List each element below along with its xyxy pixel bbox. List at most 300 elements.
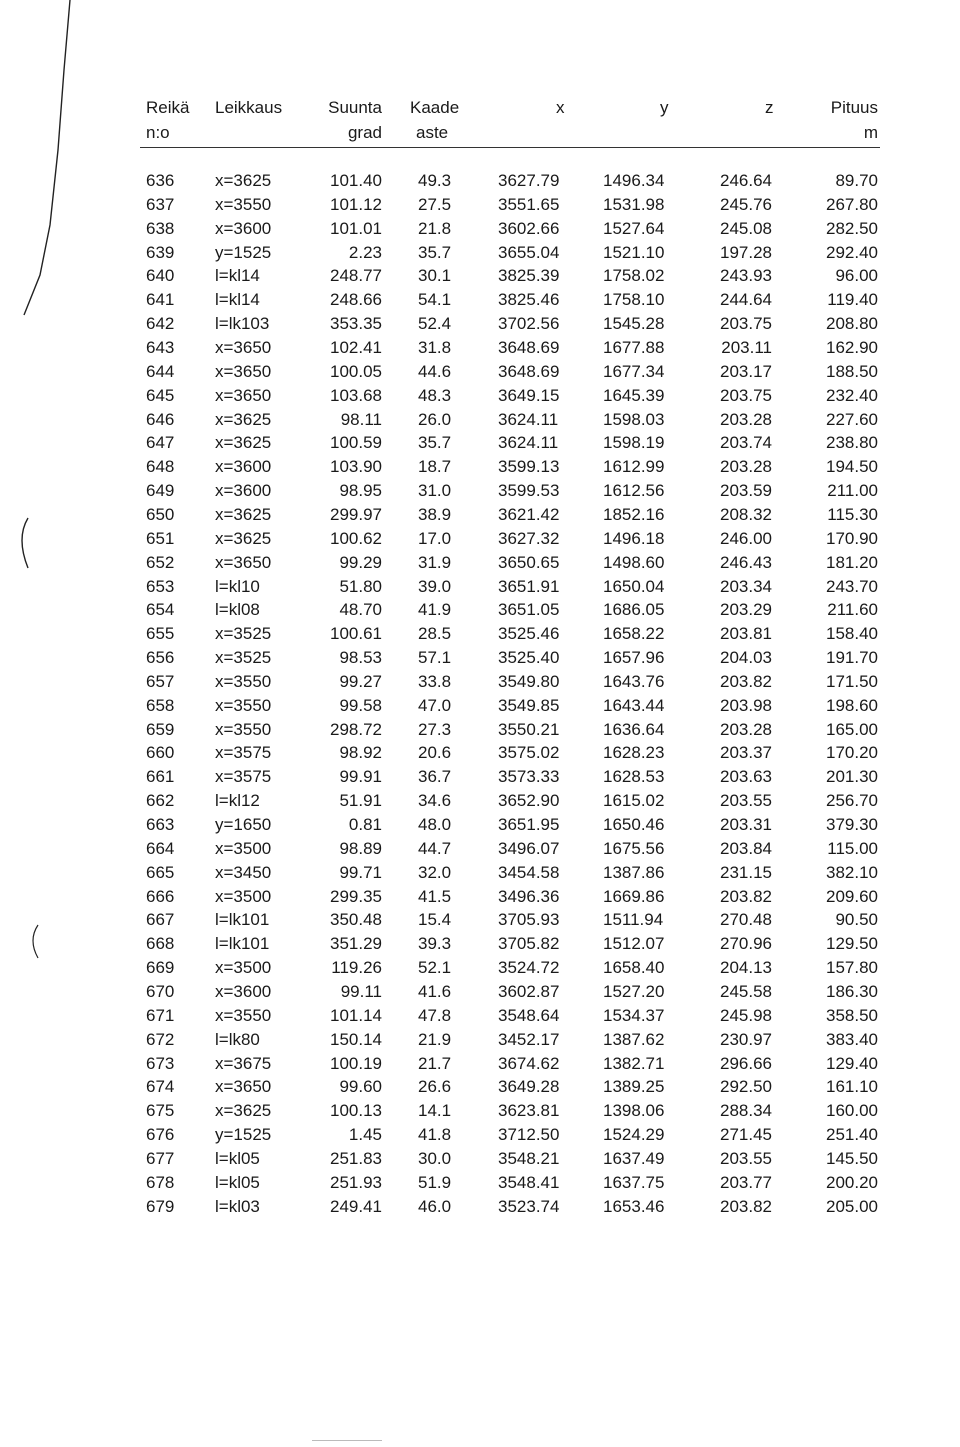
cell-pituus: 188.50: [826, 361, 878, 381]
cell-suunta: 0.81: [348, 815, 382, 834]
cell-x: 3705.93: [498, 910, 560, 930]
table-header-row-1: [0, 96, 960, 120]
cell-reika: 640: [146, 266, 175, 286]
cell-y: 1512.07: [603, 934, 665, 954]
cell-reika: 666: [146, 886, 175, 906]
cell-leikkaus: x=3550: [215, 719, 272, 739]
cell-x: 3702.56: [498, 314, 560, 334]
cell-pituus: 162.90: [826, 338, 878, 357]
cell-x: 3649.15: [498, 385, 560, 405]
cell-x: 3452.17: [498, 1029, 560, 1049]
cell-z: 203.98: [720, 695, 772, 715]
cell-z: 197.28: [720, 242, 772, 262]
cell-z: 245.98: [720, 1005, 772, 1025]
cell-pituus: 186.30: [826, 981, 878, 1001]
cell-leikkaus: l=kl14: [215, 266, 260, 286]
cell-x: 3825.46: [498, 290, 560, 310]
header-suunta: Suunta: [328, 98, 382, 117]
cell-z: 203.77: [720, 1172, 772, 1192]
cell-x: 3705.82: [498, 934, 560, 954]
cell-reika: 676: [146, 1125, 175, 1144]
table-row: [0, 861, 960, 885]
header-unit-aste: aste: [416, 123, 449, 142]
cell-suunta: 103.68: [330, 385, 382, 405]
header-divider: [140, 147, 880, 148]
cell-suunta: 351.29: [330, 934, 382, 954]
cell-y: 1645.39: [603, 385, 665, 405]
table-row: [0, 288, 960, 312]
cell-suunta: 51.91: [339, 791, 382, 811]
cell-suunta: 251.83: [330, 1148, 382, 1168]
cell-z: 203.82: [720, 886, 772, 906]
table-row: [0, 503, 960, 527]
cell-kaade: 28.5: [418, 624, 452, 644]
table-row: [0, 837, 960, 861]
cell-pituus: 115.30: [827, 504, 878, 524]
table-row: [0, 1123, 960, 1147]
cell-y: 1612.56: [603, 481, 665, 501]
cell-z: 288.34: [720, 1101, 772, 1121]
table-row: [0, 789, 960, 813]
cell-x: 3548.64: [498, 1005, 560, 1025]
cell-pituus: 211.00: [827, 481, 878, 501]
cell-y: 1758.02: [603, 266, 665, 286]
table-header-row-2: [0, 121, 960, 145]
cell-z: 203.37: [720, 743, 772, 763]
cell-z: 244.64: [720, 290, 772, 310]
cell-kaade: 21.7: [418, 1053, 452, 1073]
cell-pituus: 161.10: [826, 1077, 878, 1097]
cell-leikkaus: y=1525: [215, 1125, 272, 1144]
cell-x: 3575.02: [498, 743, 560, 763]
cell-x: 3496.36: [498, 886, 560, 906]
cell-kaade: 49.3: [418, 171, 452, 190]
cell-y: 1398.06: [603, 1101, 665, 1121]
cell-leikkaus: x=3500: [215, 958, 272, 978]
cell-leikkaus: x=3575: [215, 767, 272, 787]
cell-kaade: 41.5: [418, 886, 452, 906]
cell-leikkaus: x=3625: [215, 1101, 272, 1121]
cell-y: 1598.19: [603, 433, 665, 453]
cell-x: 3825.39: [498, 266, 560, 286]
cell-leikkaus: x=3550: [215, 1005, 272, 1025]
table-row: [0, 408, 960, 432]
cell-reika: 656: [146, 648, 175, 667]
cell-suunta: 119.26: [331, 958, 382, 978]
cell-x: 3602.66: [498, 218, 560, 238]
cell-y: 1615.02: [603, 791, 665, 811]
cell-pituus: 194.50: [826, 457, 878, 477]
cell-leikkaus: l=kl10: [215, 576, 260, 596]
cell-z: 246.64: [720, 171, 772, 190]
table-row: [0, 312, 960, 336]
cell-suunta: 249.41: [330, 1196, 382, 1216]
table-row: [0, 479, 960, 503]
table-row: [0, 885, 960, 909]
cell-z: 203.59: [720, 481, 772, 501]
cell-x: 3655.04: [498, 242, 560, 262]
cell-leikkaus: x=3500: [215, 886, 272, 906]
cell-y: 1531.98: [603, 194, 665, 214]
cell-pituus: 267.80: [826, 194, 878, 214]
cell-pituus: 382.10: [826, 862, 878, 882]
cell-z: 203.28: [720, 457, 772, 477]
cell-reika: 675: [146, 1101, 175, 1121]
cell-pituus: 227.60: [826, 409, 878, 429]
cell-y: 1669.86: [603, 886, 665, 906]
cell-y: 1545.28: [603, 314, 665, 334]
cell-z: 296.66: [720, 1053, 772, 1073]
cell-leikkaus: x=3625: [215, 433, 272, 453]
cell-suunta: 299.97: [330, 504, 382, 524]
cell-leikkaus: l=lk80: [215, 1029, 260, 1049]
cell-suunta: 51.80: [339, 576, 382, 596]
cell-reika: 658: [146, 695, 175, 715]
cell-kaade: 57.1: [418, 648, 452, 667]
cell-reika: 648: [146, 457, 175, 477]
cell-z: 203.82: [720, 671, 772, 691]
cell-pituus: 282.50: [826, 218, 878, 238]
cell-pituus: 383.40: [826, 1029, 878, 1049]
cell-pituus: 205.00: [826, 1196, 878, 1216]
cell-z: 270.48: [720, 910, 772, 930]
cell-reika: 662: [146, 791, 175, 811]
cell-kaade: 52.1: [418, 958, 452, 978]
table-row: [0, 1099, 960, 1123]
cell-suunta: 350.48: [330, 910, 382, 930]
cell-x: 3549.80: [498, 671, 560, 691]
cell-reika: 669: [146, 958, 175, 978]
cell-kaade: 30.1: [418, 266, 452, 286]
cell-x: 3525.46: [498, 624, 560, 644]
cell-x: 3548.41: [498, 1172, 560, 1192]
cell-pituus: 201.30: [826, 767, 878, 787]
cell-pituus: 243.70: [826, 576, 878, 596]
cell-kaade: 20.6: [418, 743, 452, 763]
cell-leikkaus: x=3625: [215, 504, 272, 524]
table-row: [0, 598, 960, 622]
cell-suunta: 101.40: [330, 171, 382, 190]
cell-reika: 673: [146, 1053, 175, 1073]
cell-y: 1511.94: [603, 910, 664, 930]
cell-pituus: 209.60: [826, 886, 878, 906]
cell-pituus: 115.00: [827, 838, 878, 858]
cell-suunta: 299.35: [330, 886, 382, 906]
table-row: [0, 1195, 960, 1219]
table-row: [0, 741, 960, 765]
cell-pituus: 119.40: [827, 290, 878, 310]
cell-x: 3624.11: [498, 409, 559, 429]
cell-reika: 663: [146, 815, 175, 834]
cell-x: 3627.79: [498, 171, 560, 190]
cell-z: 203.84: [720, 838, 772, 858]
cell-reika: 659: [146, 719, 175, 739]
cell-y: 1524.29: [603, 1125, 665, 1144]
cell-x: 3627.32: [498, 528, 560, 548]
cell-kaade: 41.8: [418, 1125, 452, 1144]
cell-reika: 641: [146, 290, 175, 310]
cell-pituus: 251.40: [826, 1125, 878, 1144]
cell-leikkaus: x=3650: [215, 1077, 272, 1097]
cell-reika: 652: [146, 552, 175, 572]
cell-y: 1534.37: [603, 1005, 665, 1025]
cell-leikkaus: l=kl03: [215, 1196, 260, 1216]
table-row: [0, 455, 960, 479]
cell-y: 1612.99: [603, 457, 665, 477]
cell-suunta: 251.93: [330, 1172, 382, 1192]
cell-pituus: 157.80: [826, 958, 878, 978]
cell-pituus: 191.70: [826, 648, 878, 667]
cell-suunta: 99.71: [339, 862, 382, 882]
cell-pituus: 171.50: [826, 671, 878, 691]
cell-y: 1658.40: [603, 958, 665, 978]
cell-kaade: 35.7: [418, 242, 452, 262]
header-x: x: [556, 98, 565, 117]
table-row: [0, 264, 960, 288]
cell-reika: 668: [146, 934, 175, 954]
cell-x: 3624.11: [498, 433, 559, 453]
cell-z: 245.08: [720, 218, 772, 238]
cell-y: 1389.25: [603, 1077, 665, 1097]
cell-suunta: 98.53: [339, 648, 382, 667]
cell-pituus: 158.40: [826, 624, 878, 644]
cell-reika: 674: [146, 1077, 175, 1097]
scan-footer-line: [312, 1440, 382, 1441]
cell-z: 203.28: [720, 719, 772, 739]
cell-kaade: 52.4: [418, 314, 452, 334]
cell-suunta: 98.95: [339, 481, 382, 501]
table-row: [0, 384, 960, 408]
cell-reika: 651: [146, 528, 175, 548]
cell-z: 203.75: [720, 385, 772, 405]
cell-reika: 638: [146, 218, 175, 238]
cell-reika: 654: [146, 600, 175, 620]
header-unit-m: m: [863, 123, 878, 142]
cell-kaade: 39.3: [418, 934, 452, 954]
cell-kaade: 46.0: [418, 1196, 452, 1216]
table-row: [0, 1171, 960, 1195]
cell-kaade: 31.9: [418, 552, 452, 572]
cell-pituus: 96.00: [835, 266, 878, 286]
cell-leikkaus: l=lk101: [215, 934, 270, 954]
header-pituus: Pituus: [830, 98, 878, 117]
cell-suunta: 248.66: [330, 290, 382, 310]
table-row: [0, 193, 960, 217]
table-row: [0, 813, 960, 837]
cell-leikkaus: l=kl08: [215, 600, 260, 620]
cell-leikkaus: l=kl14: [215, 290, 260, 310]
cell-kaade: 36.7: [418, 767, 452, 787]
cell-pituus: 89.70: [835, 171, 878, 190]
cell-kaade: 44.6: [418, 361, 452, 381]
cell-z: 231.15: [720, 862, 772, 882]
cell-leikkaus: x=3450: [215, 862, 272, 882]
cell-x: 3712.50: [498, 1125, 560, 1144]
cell-leikkaus: l=kl05: [215, 1148, 260, 1168]
cell-leikkaus: y=1525: [215, 242, 272, 262]
cell-x: 3648.69: [498, 361, 560, 381]
cell-z: 208.32: [720, 504, 772, 524]
cell-suunta: 99.29: [339, 552, 382, 572]
cell-kaade: 31.0: [418, 481, 452, 501]
cell-y: 1527.64: [603, 218, 665, 238]
cell-pituus: 379.30: [826, 815, 878, 834]
cell-x: 3602.87: [498, 981, 560, 1001]
cell-z: 243.93: [720, 266, 772, 286]
cell-x: 3674.62: [498, 1053, 560, 1073]
cell-kaade: 39.0: [418, 576, 452, 596]
cell-z: 203.29: [720, 600, 772, 620]
cell-z: 203.31: [720, 815, 772, 834]
cell-suunta: 99.60: [339, 1077, 382, 1097]
cell-leikkaus: x=3650: [215, 385, 272, 405]
cell-reika: 649: [146, 481, 175, 501]
cell-kaade: 32.0: [418, 862, 452, 882]
cell-x: 3599.53: [498, 481, 560, 501]
cell-leikkaus: x=3625: [215, 528, 272, 548]
table-row: [0, 932, 960, 956]
cell-z: 245.76: [720, 194, 772, 214]
cell-leikkaus: x=3625: [215, 171, 272, 190]
cell-suunta: 100.59: [330, 433, 382, 453]
cell-reika: 660: [146, 743, 175, 763]
table-row: [0, 241, 960, 265]
header-leikkaus: Leikkaus: [215, 98, 283, 117]
cell-z: 203.17: [720, 361, 772, 381]
cell-z: 203.55: [720, 791, 772, 811]
cell-kaade: 54.1: [418, 290, 452, 310]
table-row: [0, 1028, 960, 1052]
cell-kaade: 47.0: [418, 695, 452, 715]
cell-y: 1657.96: [603, 648, 665, 667]
table-row: [0, 169, 960, 193]
table-row: [0, 1052, 960, 1076]
cell-y: 1758.10: [603, 290, 665, 310]
cell-suunta: 98.11: [340, 409, 382, 429]
cell-leikkaus: x=3525: [215, 624, 272, 644]
cell-x: 3548.21: [498, 1148, 560, 1168]
cell-z: 203.11: [721, 338, 772, 357]
cell-suunta: 1.45: [348, 1125, 382, 1144]
cell-x: 3651.91: [498, 576, 560, 596]
cell-x: 3525.40: [498, 648, 560, 667]
cell-pituus: 145.50: [826, 1148, 878, 1168]
cell-pituus: 198.60: [826, 695, 878, 715]
cell-kaade: 33.8: [418, 671, 452, 691]
cell-kaade: 47.8: [418, 1005, 452, 1025]
table-row: [0, 646, 960, 670]
cell-y: 1643.76: [603, 671, 665, 691]
cell-kaade: 30.0: [418, 1148, 452, 1168]
table-row: [0, 527, 960, 551]
cell-suunta: 99.58: [339, 695, 382, 715]
cell-reika: 636: [146, 171, 175, 190]
table-row: [0, 431, 960, 455]
cell-z: 203.63: [720, 767, 772, 787]
cell-reika: 678: [146, 1172, 175, 1192]
cell-x: 3551.65: [498, 194, 560, 214]
cell-pituus: 208.80: [826, 314, 878, 334]
cell-kaade: 41.9: [418, 600, 452, 620]
cell-suunta: 100.19: [330, 1053, 382, 1073]
cell-kaade: 38.9: [418, 504, 452, 524]
cell-pituus: 232.40: [826, 385, 878, 405]
cell-pituus: 181.20: [826, 552, 878, 572]
cell-x: 3549.85: [498, 695, 560, 715]
cell-leikkaus: y=1650: [215, 815, 272, 834]
cell-z: 204.13: [720, 958, 772, 978]
cell-leikkaus: x=3525: [215, 648, 272, 667]
cell-reika: 672: [146, 1029, 175, 1049]
cell-suunta: 103.90: [330, 457, 382, 477]
cell-pituus: 292.40: [826, 242, 878, 262]
cell-suunta: 99.91: [339, 767, 382, 787]
cell-x: 3623.81: [498, 1101, 560, 1121]
cell-z: 230.97: [720, 1029, 772, 1049]
cell-leikkaus: l=kl12: [215, 791, 260, 811]
cell-z: 203.28: [720, 409, 772, 429]
cell-leikkaus: x=3550: [215, 671, 272, 691]
cell-z: 271.45: [720, 1125, 772, 1144]
cell-y: 1521.10: [603, 242, 665, 262]
table-row: [0, 1004, 960, 1028]
cell-reika: 655: [146, 624, 175, 644]
cell-x: 3523.74: [498, 1196, 560, 1216]
cell-y: 1628.53: [603, 767, 665, 787]
cell-y: 1496.34: [603, 171, 665, 190]
cell-suunta: 150.14: [330, 1029, 382, 1049]
header-z: z: [765, 98, 774, 117]
cell-kaade: 34.6: [418, 791, 452, 811]
table-row: [0, 1147, 960, 1171]
cell-y: 1387.62: [603, 1029, 665, 1049]
cell-pituus: 358.50: [826, 1005, 878, 1025]
cell-reika: 671: [146, 1005, 175, 1025]
cell-x: 3524.72: [498, 958, 560, 978]
cell-leikkaus: x=3600: [215, 981, 272, 1001]
cell-kaade: 41.6: [418, 981, 452, 1001]
cell-y: 1598.03: [603, 409, 665, 429]
cell-reika: 644: [146, 361, 175, 381]
cell-reika: 639: [146, 242, 175, 262]
cell-y: 1637.49: [603, 1148, 665, 1168]
cell-y: 1852.16: [603, 504, 665, 524]
table-row: [0, 980, 960, 1004]
cell-x: 3651.95: [498, 815, 560, 834]
cell-kaade: 21.9: [418, 1029, 452, 1049]
cell-leikkaus: x=3575: [215, 743, 272, 763]
table-row: [0, 718, 960, 742]
cell-pituus: 170.90: [826, 528, 878, 548]
cell-suunta: 48.70: [339, 600, 382, 620]
cell-kaade: 48.0: [418, 815, 452, 834]
cell-y: 1658.22: [603, 624, 665, 644]
cell-z: 203.82: [720, 1196, 772, 1216]
cell-reika: 665: [146, 862, 175, 882]
table-row: [0, 670, 960, 694]
cell-z: 246.00: [720, 528, 772, 548]
cell-y: 1650.04: [603, 576, 665, 596]
cell-reika: 646: [146, 409, 175, 429]
table-row: [0, 575, 960, 599]
cell-reika: 661: [146, 767, 175, 787]
cell-suunta: 2.23: [348, 242, 382, 262]
cell-z: 245.58: [720, 981, 772, 1001]
cell-reika: 647: [146, 433, 175, 453]
header-reika: Reikä: [146, 98, 190, 117]
cell-kaade: 51.9: [418, 1172, 452, 1192]
cell-x: 3650.65: [498, 552, 560, 572]
